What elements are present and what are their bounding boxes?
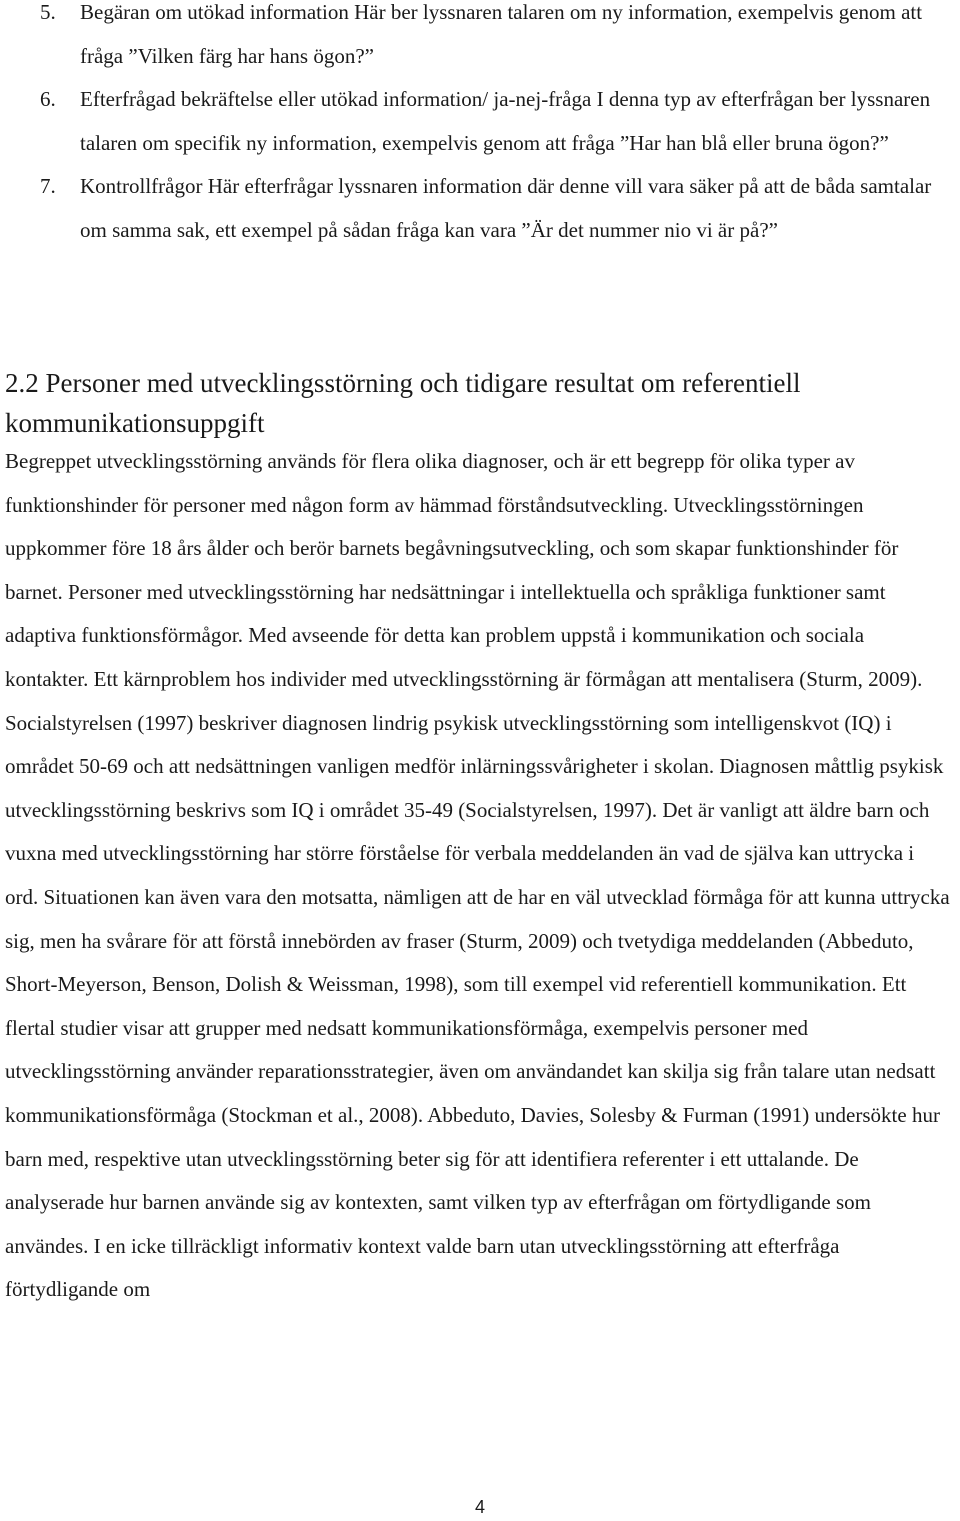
list-item-number: 5. <box>40 0 56 24</box>
list-item <box>0 0 960 78</box>
list-item <box>0 165 960 252</box>
list-item <box>0 78 960 165</box>
page-number: 4 <box>474 1497 485 1517</box>
numbered-list <box>0 0 960 262</box>
body-paragraph: Begreppet utvecklingsstörning används för flera olika diagnoser, och är ett begrepp för olika typer av funktionshinder för personer med någon form av hämmad förståndsutveckling. Utvecklingsstörningen uppkommer före 18 års ålder och berör barnets begåvningsutveckling, och som skapar funktionshinder för barnet. Personer med utvecklingsstörning har nedsättningar i intellektuella och språkliga funktioner samt adaptiva funktionsförmågor. Med avseende för detta kan problem uppstå i kommunikation och sociala kontakter. Ett kärnproblem hos individer med utvecklingsstörning är förmågan att mentalisera (Sturm, 2009). Socialstyrelsen (1997) beskriver diagnosen lindrig psykisk utvecklingsstörning som intelligenskvot (IQ) i området 50-69 och att nedsättningen vanligen medför inlärningssvårigheter i skolan. Diagnosen måttlig psykisk utvecklingsstörning beskrivs som IQ i området 35-49 (Socialstyrelsen, 1997). Det är vanligt att äldre barn och vuxna med utvecklingsstörning har större förståelse för verbala meddelanden än vad de själva kan uttrycka i ord. Situationen kan även vara den motsatta, nämligen att de har en väl utvecklad förmåga för att kunna uttrycka sig, men ha svårare för att förstå innebörden av fraser (Sturm, 2009) och tvetydiga meddelanden (Abbeduto, Short-Meyerson, Benson, Dolish & Weissman, 1998), som till exempel vid referentiell kommunikation. Ett flertal studier visar att grupper med nedsatt kommunikationsförmåga, exempelvis personer med utvecklingsstörning använder reparationsstrategier, även om användandet kan skilja sig från talare utan nedsatt kommunikationsförmåga (Stockman et al., 2008). Abbeduto, Davies, Solesby & Furman (1991) undersökte hur barn med, respektive utan utvecklingsstörning beter sig för att identifiera referenter i ett uttalande. De analyserade hur barnen använde sig av kontexten, samt vilken typ av efterfrågan om förtydligande som användes. I en icke tillräckligt informativ kontext valde barn utan utvecklingsstörning att efterfråga förtydligande om <box>5 449 950 1302</box>
list-item-number: 7. <box>40 174 56 199</box>
list-item-text: Kontrollfrågor Här efterfrågar lyssnaren information där denne vill vara säker på att de båda samtalar om samma sak, ett exempel på sådan fråga kan vara ”Är det nummer nio vi är på?” <box>80 174 932 242</box>
list-item-number: 6. <box>40 87 56 112</box>
list-item-text: Begäran om utökad information Här ber lyssnaren talaren om ny information, exempelvis genom att fråga ”Vilken färg har hans ögon?” <box>80 0 923 68</box>
list-item-text: Efterfrågad bekräftelse eller utökad information/ ja-nej-fråga I denna typ av efterfrågan ber lyssnaren talaren om specifik ny information, exempelvis genom att fråga ”Har han blå eller bruna ögon?” <box>80 87 931 155</box>
section-heading: 2.2 Personer med utvecklingsstörning och tidigare resultat om referentiell kommunikationsuppgift <box>5 368 801 438</box>
